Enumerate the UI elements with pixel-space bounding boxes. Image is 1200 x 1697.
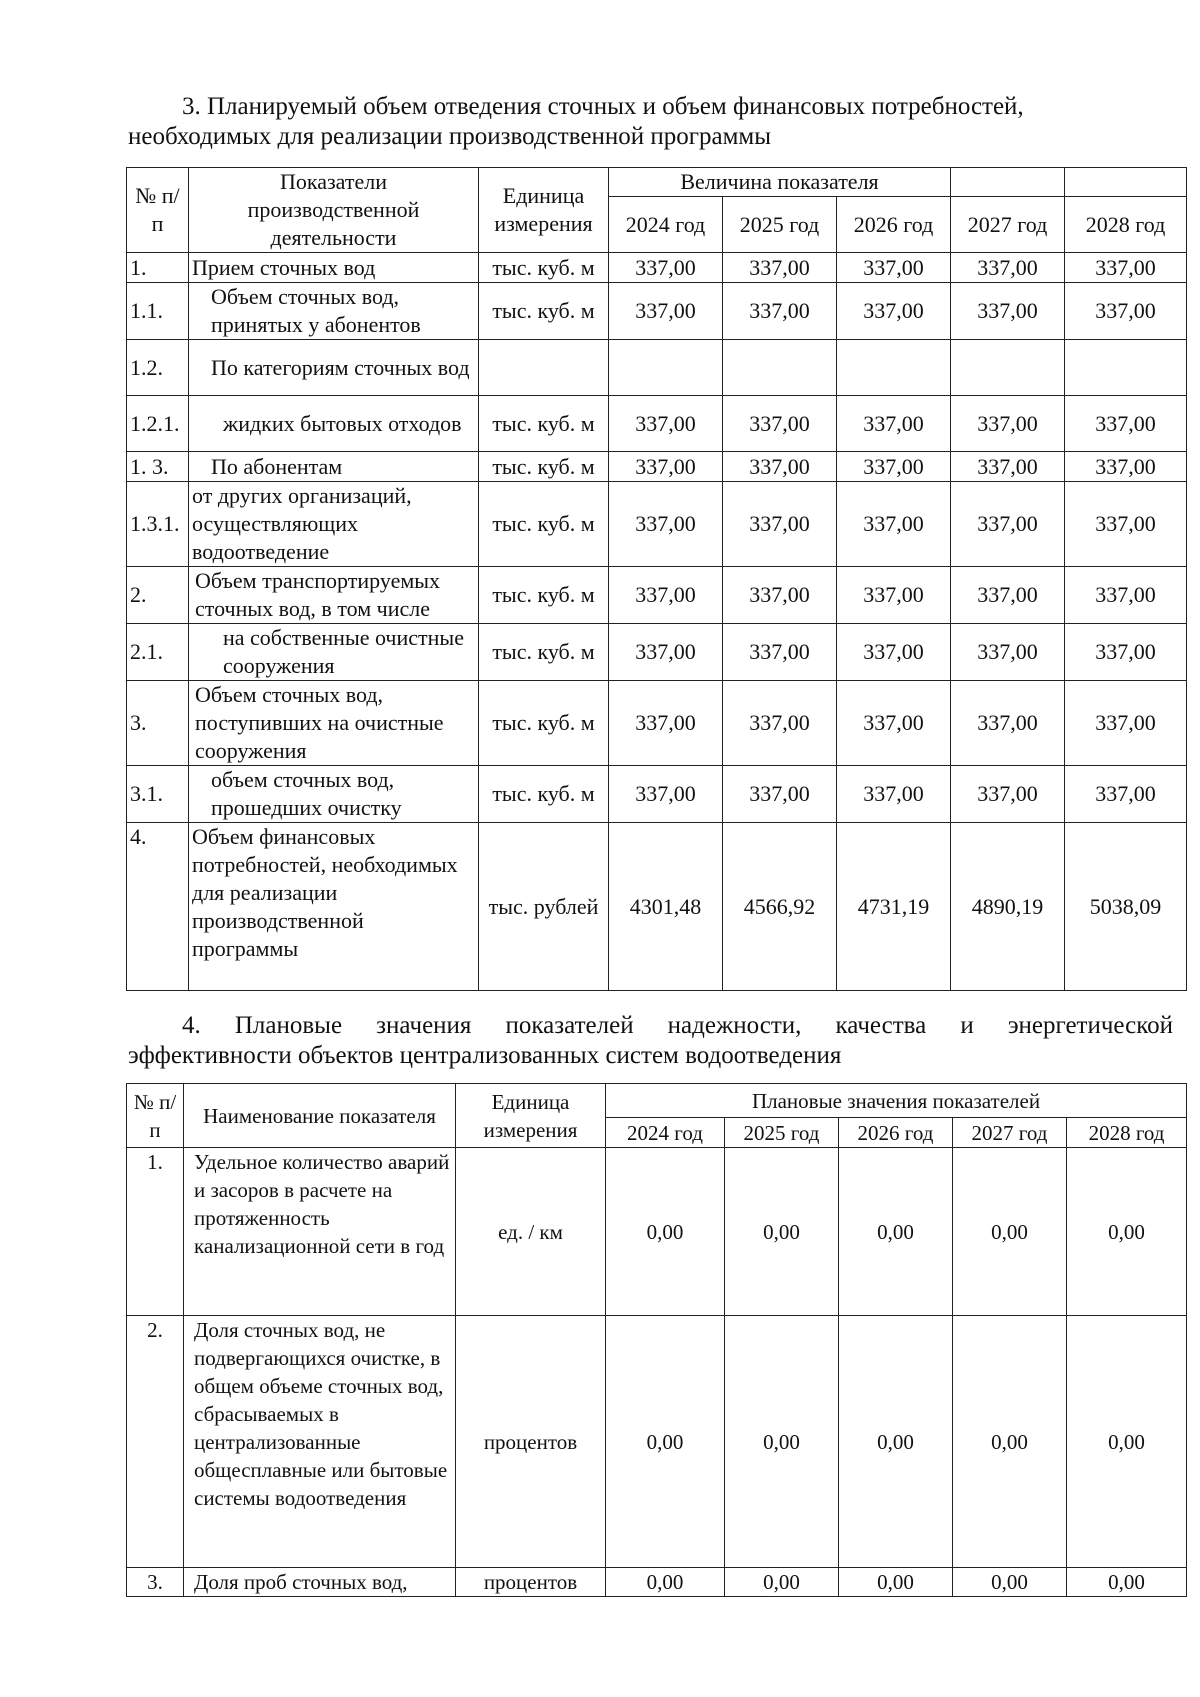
header-empty-cell <box>1065 168 1187 197</box>
row-value: 337,00 <box>837 482 951 567</box>
section-4-title <box>128 1011 1173 1071</box>
table-row <box>127 624 1187 681</box>
row-value: 337,00 <box>837 681 951 766</box>
row-value: 337,00 <box>609 452 723 482</box>
table-row <box>127 823 1187 991</box>
row-num: 3. <box>127 681 189 766</box>
row-name: Объем транспортируемых сточных вод, в том числе <box>189 567 479 624</box>
row-unit: тыс. куб. м <box>479 283 609 340</box>
row-num: 4. <box>127 823 189 991</box>
row-value: 337,00 <box>951 624 1065 681</box>
row-value: 0,00 <box>1067 1316 1187 1568</box>
row-unit: процентов <box>456 1568 606 1597</box>
row-name: Объем сточных вод, принятых у абонентов <box>189 283 479 340</box>
table-row <box>127 452 1187 482</box>
row-unit: тыс. куб. м <box>479 766 609 823</box>
row-value: 337,00 <box>1065 452 1187 482</box>
section-4-title-line-1: 4. Плановые значения показателей надежности, качества и энергетической <box>182 1012 1173 1039</box>
row-value: 337,00 <box>951 283 1065 340</box>
row-num: 1.1. <box>127 283 189 340</box>
row-value: 0,00 <box>606 1568 725 1597</box>
row-unit: тыс. куб. м <box>479 253 609 283</box>
row-unit: тыс. куб. м <box>479 624 609 681</box>
row-value: 337,00 <box>837 452 951 482</box>
row-value <box>723 340 837 396</box>
row-value: 337,00 <box>951 766 1065 823</box>
table-row <box>127 253 1187 283</box>
row-value: 337,00 <box>723 681 837 766</box>
row-value: 337,00 <box>723 624 837 681</box>
table-row <box>127 1316 1187 1568</box>
row-name: По абонентам <box>189 452 479 482</box>
row-unit: процентов <box>456 1316 606 1568</box>
header-unit: Единица измерения <box>479 168 609 253</box>
table-row <box>127 681 1187 766</box>
row-value: 337,00 <box>723 482 837 567</box>
row-value: 337,00 <box>1065 681 1187 766</box>
section-3-title <box>128 92 1173 152</box>
row-num: 3. <box>127 1568 184 1597</box>
row-unit: тыс. рублей <box>479 823 609 991</box>
row-value: 337,00 <box>1065 567 1187 624</box>
row-value: 337,00 <box>837 283 951 340</box>
row-num: 1.2.1. <box>127 396 189 452</box>
row-value: 337,00 <box>609 681 723 766</box>
header-year: 2026 год <box>837 197 951 253</box>
row-value: 337,00 <box>723 452 837 482</box>
row-value: 337,00 <box>609 567 723 624</box>
row-value: 337,00 <box>1065 396 1187 452</box>
row-value: 337,00 <box>951 681 1065 766</box>
table-row <box>127 482 1187 567</box>
row-value: 337,00 <box>723 253 837 283</box>
header-indicator: Показатели производственной деятельности <box>189 168 479 253</box>
header-empty-cell <box>951 168 1065 197</box>
row-num: 2. <box>127 567 189 624</box>
row-value: 337,00 <box>951 452 1065 482</box>
row-num: 2. <box>127 1316 184 1568</box>
row-value <box>609 340 723 396</box>
header-year: 2027 год <box>953 1118 1067 1148</box>
row-value: 0,00 <box>725 1568 839 1597</box>
header-year: 2024 год <box>606 1118 725 1148</box>
row-value: 337,00 <box>951 253 1065 283</box>
row-value: 337,00 <box>1065 624 1187 681</box>
row-value: 337,00 <box>723 766 837 823</box>
row-value: 5038,09 <box>1065 823 1187 991</box>
row-value: 0,00 <box>839 1148 953 1316</box>
row-value: 337,00 <box>951 482 1065 567</box>
row-value: 337,00 <box>1065 766 1187 823</box>
reliability-indicators-table <box>126 1083 1187 1597</box>
header-year: 2025 год <box>723 197 837 253</box>
row-unit <box>479 340 609 396</box>
row-value: 337,00 <box>837 766 951 823</box>
row-value: 337,00 <box>723 283 837 340</box>
row-value: 337,00 <box>609 766 723 823</box>
table-row <box>127 1568 1187 1597</box>
header-year: 2026 год <box>839 1118 953 1148</box>
row-value: 0,00 <box>1067 1568 1187 1597</box>
header-year: 2028 год <box>1065 197 1187 253</box>
table-row <box>127 1148 1187 1316</box>
row-value: 0,00 <box>606 1148 725 1316</box>
row-value: 0,00 <box>725 1148 839 1316</box>
row-name: Прием сточных вод <box>189 253 479 283</box>
row-name: на собственные очистные сооружения <box>189 624 479 681</box>
row-value: 4566,92 <box>723 823 837 991</box>
table-row <box>127 567 1187 624</box>
row-value <box>1065 340 1187 396</box>
row-value <box>837 340 951 396</box>
row-value: 337,00 <box>951 567 1065 624</box>
row-value: 337,00 <box>1065 253 1187 283</box>
row-num: 1.2. <box>127 340 189 396</box>
row-value: 0,00 <box>606 1316 725 1568</box>
row-value <box>951 340 1065 396</box>
row-value: 0,00 <box>725 1316 839 1568</box>
row-name: объем сточных вод, прошедших очистку <box>189 766 479 823</box>
row-value: 337,00 <box>837 624 951 681</box>
header-value-group: Плановые значения показателей <box>606 1084 1187 1118</box>
row-num: 1. <box>127 253 189 283</box>
row-value: 337,00 <box>1065 283 1187 340</box>
table-row <box>127 283 1187 340</box>
row-name: Объем сточных вод, поступивших на очистные сооружения <box>189 681 479 766</box>
row-value: 337,00 <box>609 283 723 340</box>
header-num: № п/п <box>127 1084 184 1148</box>
row-value: 0,00 <box>839 1568 953 1597</box>
row-num: 1.3.1. <box>127 482 189 567</box>
row-value: 0,00 <box>839 1316 953 1568</box>
row-name: Объем финансовых потребностей, необходимых для реализации производственной программы <box>189 823 479 991</box>
row-value: 4731,19 <box>837 823 951 991</box>
section-4-title-line-2: эффективности объектов централизованных систем водоотведения <box>128 1042 842 1069</box>
header-year: 2024 год <box>609 197 723 253</box>
header-year: 2028 год <box>1067 1118 1187 1148</box>
row-value: 337,00 <box>1065 482 1187 567</box>
table-row <box>127 766 1187 823</box>
row-value: 337,00 <box>837 567 951 624</box>
table-row <box>127 340 1187 396</box>
row-num: 3.1. <box>127 766 189 823</box>
section-3-title-line-2: необходимых для реализации производственной программы <box>128 123 772 150</box>
row-value: 337,00 <box>723 396 837 452</box>
header-indicator: Наименование показателя <box>184 1084 456 1148</box>
row-name: жидких бытовых отходов <box>189 396 479 452</box>
row-unit: тыс. куб. м <box>479 482 609 567</box>
row-value: 0,00 <box>953 1568 1067 1597</box>
row-unit: ед. / км <box>456 1148 606 1316</box>
header-year: 2027 год <box>951 197 1065 253</box>
row-value: 337,00 <box>951 396 1065 452</box>
row-value: 337,00 <box>609 624 723 681</box>
row-num: 1. <box>127 1148 184 1316</box>
row-num: 1. 3. <box>127 452 189 482</box>
production-program-table <box>126 167 1187 991</box>
row-name: от других организаций, осуществляющих водоотведение <box>189 482 479 567</box>
row-unit: тыс. куб. м <box>479 452 609 482</box>
row-num: 2.1. <box>127 624 189 681</box>
row-value: 0,00 <box>953 1148 1067 1316</box>
row-value: 0,00 <box>953 1316 1067 1568</box>
row-value: 337,00 <box>723 567 837 624</box>
row-value: 4890,19 <box>951 823 1065 991</box>
header-value-group: Величина показателя <box>609 168 951 197</box>
row-unit: тыс. куб. м <box>479 396 609 452</box>
row-value: 337,00 <box>837 253 951 283</box>
row-value: 4301,48 <box>609 823 723 991</box>
row-name: Доля сточных вод, не подвергающихся очистке, в общем объеме сточных вод, сбрасываемых в централизованные общесплавные или бытовые системы водоотведения <box>184 1316 456 1568</box>
table-row <box>127 396 1187 452</box>
header-num: № п/п <box>127 168 189 253</box>
row-name: По категориям сточных вод <box>189 340 479 396</box>
row-value: 0,00 <box>1067 1148 1187 1316</box>
header-year: 2025 год <box>725 1118 839 1148</box>
row-value: 337,00 <box>609 396 723 452</box>
row-name: Доля проб сточных вод, <box>184 1568 456 1597</box>
row-unit: тыс. куб. м <box>479 681 609 766</box>
section-3-title-line-1: 3. Планируемый объем отведения сточных и объем финансовых потребностей, <box>182 93 1024 120</box>
header-unit: Единица измерения <box>456 1084 606 1148</box>
row-value: 337,00 <box>609 482 723 567</box>
row-value: 337,00 <box>837 396 951 452</box>
row-value: 337,00 <box>609 253 723 283</box>
row-name: Удельное количество аварий и засоров в расчете на протяженность канализационной сети в год <box>184 1148 456 1316</box>
row-unit: тыс. куб. м <box>479 567 609 624</box>
